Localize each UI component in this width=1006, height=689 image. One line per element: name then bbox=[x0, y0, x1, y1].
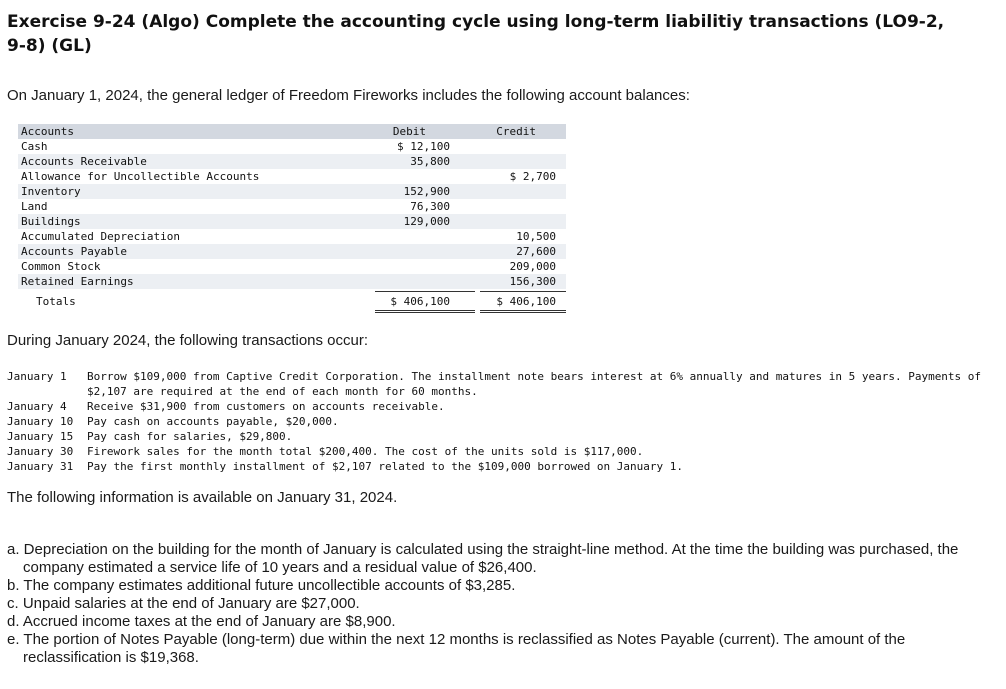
transaction-text: Pay cash on accounts payable, $20,000. bbox=[87, 415, 339, 428]
credit-value: 156,300 bbox=[509, 275, 556, 288]
adjustment-item: b. The company estimates additional future uncollectible accounts of $3,285. bbox=[7, 577, 516, 594]
transaction-item bbox=[7, 444, 987, 459]
table-row bbox=[18, 274, 566, 289]
account-name: Accumulated Depreciation bbox=[21, 230, 180, 243]
exercise-title: Exercise 9-24 (Algo) Complete the accounting cycle using long-term liabilitiy transactions (LO9-2, 9-8) (GL) bbox=[7, 12, 945, 56]
table-row bbox=[18, 139, 566, 154]
totals-label: Totals bbox=[36, 295, 76, 308]
table-row bbox=[18, 199, 566, 214]
transaction-date: January 30 bbox=[7, 445, 74, 458]
transaction-date: January 4 bbox=[7, 400, 67, 413]
intro-text: On January 1, 2024, the general ledger of Freedom Fireworks includes the following account balances: bbox=[7, 87, 690, 104]
transaction-date: January 10 bbox=[7, 415, 74, 428]
transaction-item bbox=[7, 459, 987, 474]
transactions-list bbox=[7, 369, 987, 474]
debit-value: 76,300 bbox=[410, 200, 450, 213]
account-name: Cash bbox=[21, 140, 48, 153]
transaction-item bbox=[7, 399, 987, 414]
transaction-text: Pay cash for salaries, $29,800. bbox=[87, 430, 293, 443]
transaction-date: January 31 bbox=[7, 460, 74, 473]
transaction-date: January 15 bbox=[7, 430, 74, 443]
info-intro: The following information is available on January 31, 2024. bbox=[7, 489, 398, 506]
debit-value: 35,800 bbox=[410, 155, 450, 168]
account-name: Common Stock bbox=[21, 260, 101, 273]
transaction-item bbox=[7, 429, 987, 444]
debit-value: 129,000 bbox=[403, 215, 450, 228]
credit-double-underline bbox=[480, 310, 566, 313]
table-row bbox=[18, 259, 566, 274]
account-name: Accounts Payable bbox=[21, 245, 127, 258]
credit-value: 10,500 bbox=[516, 230, 556, 243]
table-row bbox=[18, 154, 566, 169]
transaction-text: Receive $31,900 from customers on accounts receivable. bbox=[87, 400, 445, 413]
adjustment-item: e. The portion of Notes Payable (long-term) due within the next 12 months is reclassified as Notes Payable (current). The amount of the reclassification is $19,368. bbox=[7, 631, 906, 666]
transaction-item bbox=[7, 369, 987, 399]
account-name: Land bbox=[21, 200, 48, 213]
account-name: Retained Earnings bbox=[21, 275, 134, 288]
header-credit: Credit bbox=[496, 125, 536, 138]
debit-total-rule bbox=[375, 291, 475, 292]
account-balances-table bbox=[18, 124, 566, 313]
account-name: Buildings bbox=[21, 215, 81, 228]
table-row bbox=[18, 229, 566, 244]
transaction-text: Borrow $109,000 from Captive Credit Corporation. The installment note bears interest at 6% annually and matures in 5 years. Payments of $2,107 are required at the end of each month for 60 months. bbox=[87, 370, 982, 398]
table-row bbox=[18, 184, 566, 199]
debit-value: $ 12,100 bbox=[397, 140, 450, 153]
totals-row bbox=[18, 291, 566, 313]
credit-value: $ 2,700 bbox=[509, 170, 556, 183]
transaction-date: January 1 bbox=[7, 370, 67, 383]
credit-value: 209,000 bbox=[509, 260, 556, 273]
table-row bbox=[18, 169, 566, 184]
debit-total: $ 406,100 bbox=[390, 295, 450, 308]
table-row bbox=[18, 214, 566, 229]
table-header-row bbox=[18, 124, 566, 139]
credit-total: $ 406,100 bbox=[496, 295, 556, 308]
adjustment-item: d. Accrued income taxes at the end of January are $8,900. bbox=[7, 613, 396, 630]
credit-total-rule bbox=[480, 291, 566, 292]
adjustment-item: c. Unpaid salaries at the end of January are $27,000. bbox=[7, 595, 360, 612]
debit-double-underline bbox=[375, 310, 475, 313]
adjustments-list bbox=[7, 541, 967, 667]
transaction-text: Pay the first monthly installment of $2,107 related to the $109,000 borrowed on January 1. bbox=[87, 460, 684, 473]
transactions-intro: During January 2024, the following transactions occur: bbox=[7, 332, 369, 349]
header-debit: Debit bbox=[392, 125, 426, 138]
transaction-item bbox=[7, 414, 987, 429]
account-name: Allowance for Uncollectible Accounts bbox=[21, 170, 260, 183]
credit-value: 27,600 bbox=[516, 245, 556, 258]
adjustment-item: a. Depreciation on the building for the month of January is calculated using the straight-line method. At the time the building was purchased, the company estimated a service life of 10 years and a residual value of $26,400. bbox=[7, 541, 959, 576]
debit-value: 152,900 bbox=[403, 185, 450, 198]
header-accounts: Accounts bbox=[21, 125, 74, 138]
transaction-text: Firework sales for the month total $200,400. The cost of the units sold is $117,000. bbox=[87, 445, 644, 458]
account-name: Inventory bbox=[21, 185, 81, 198]
table-row bbox=[18, 244, 566, 259]
account-name: Accounts Receivable bbox=[21, 155, 147, 168]
